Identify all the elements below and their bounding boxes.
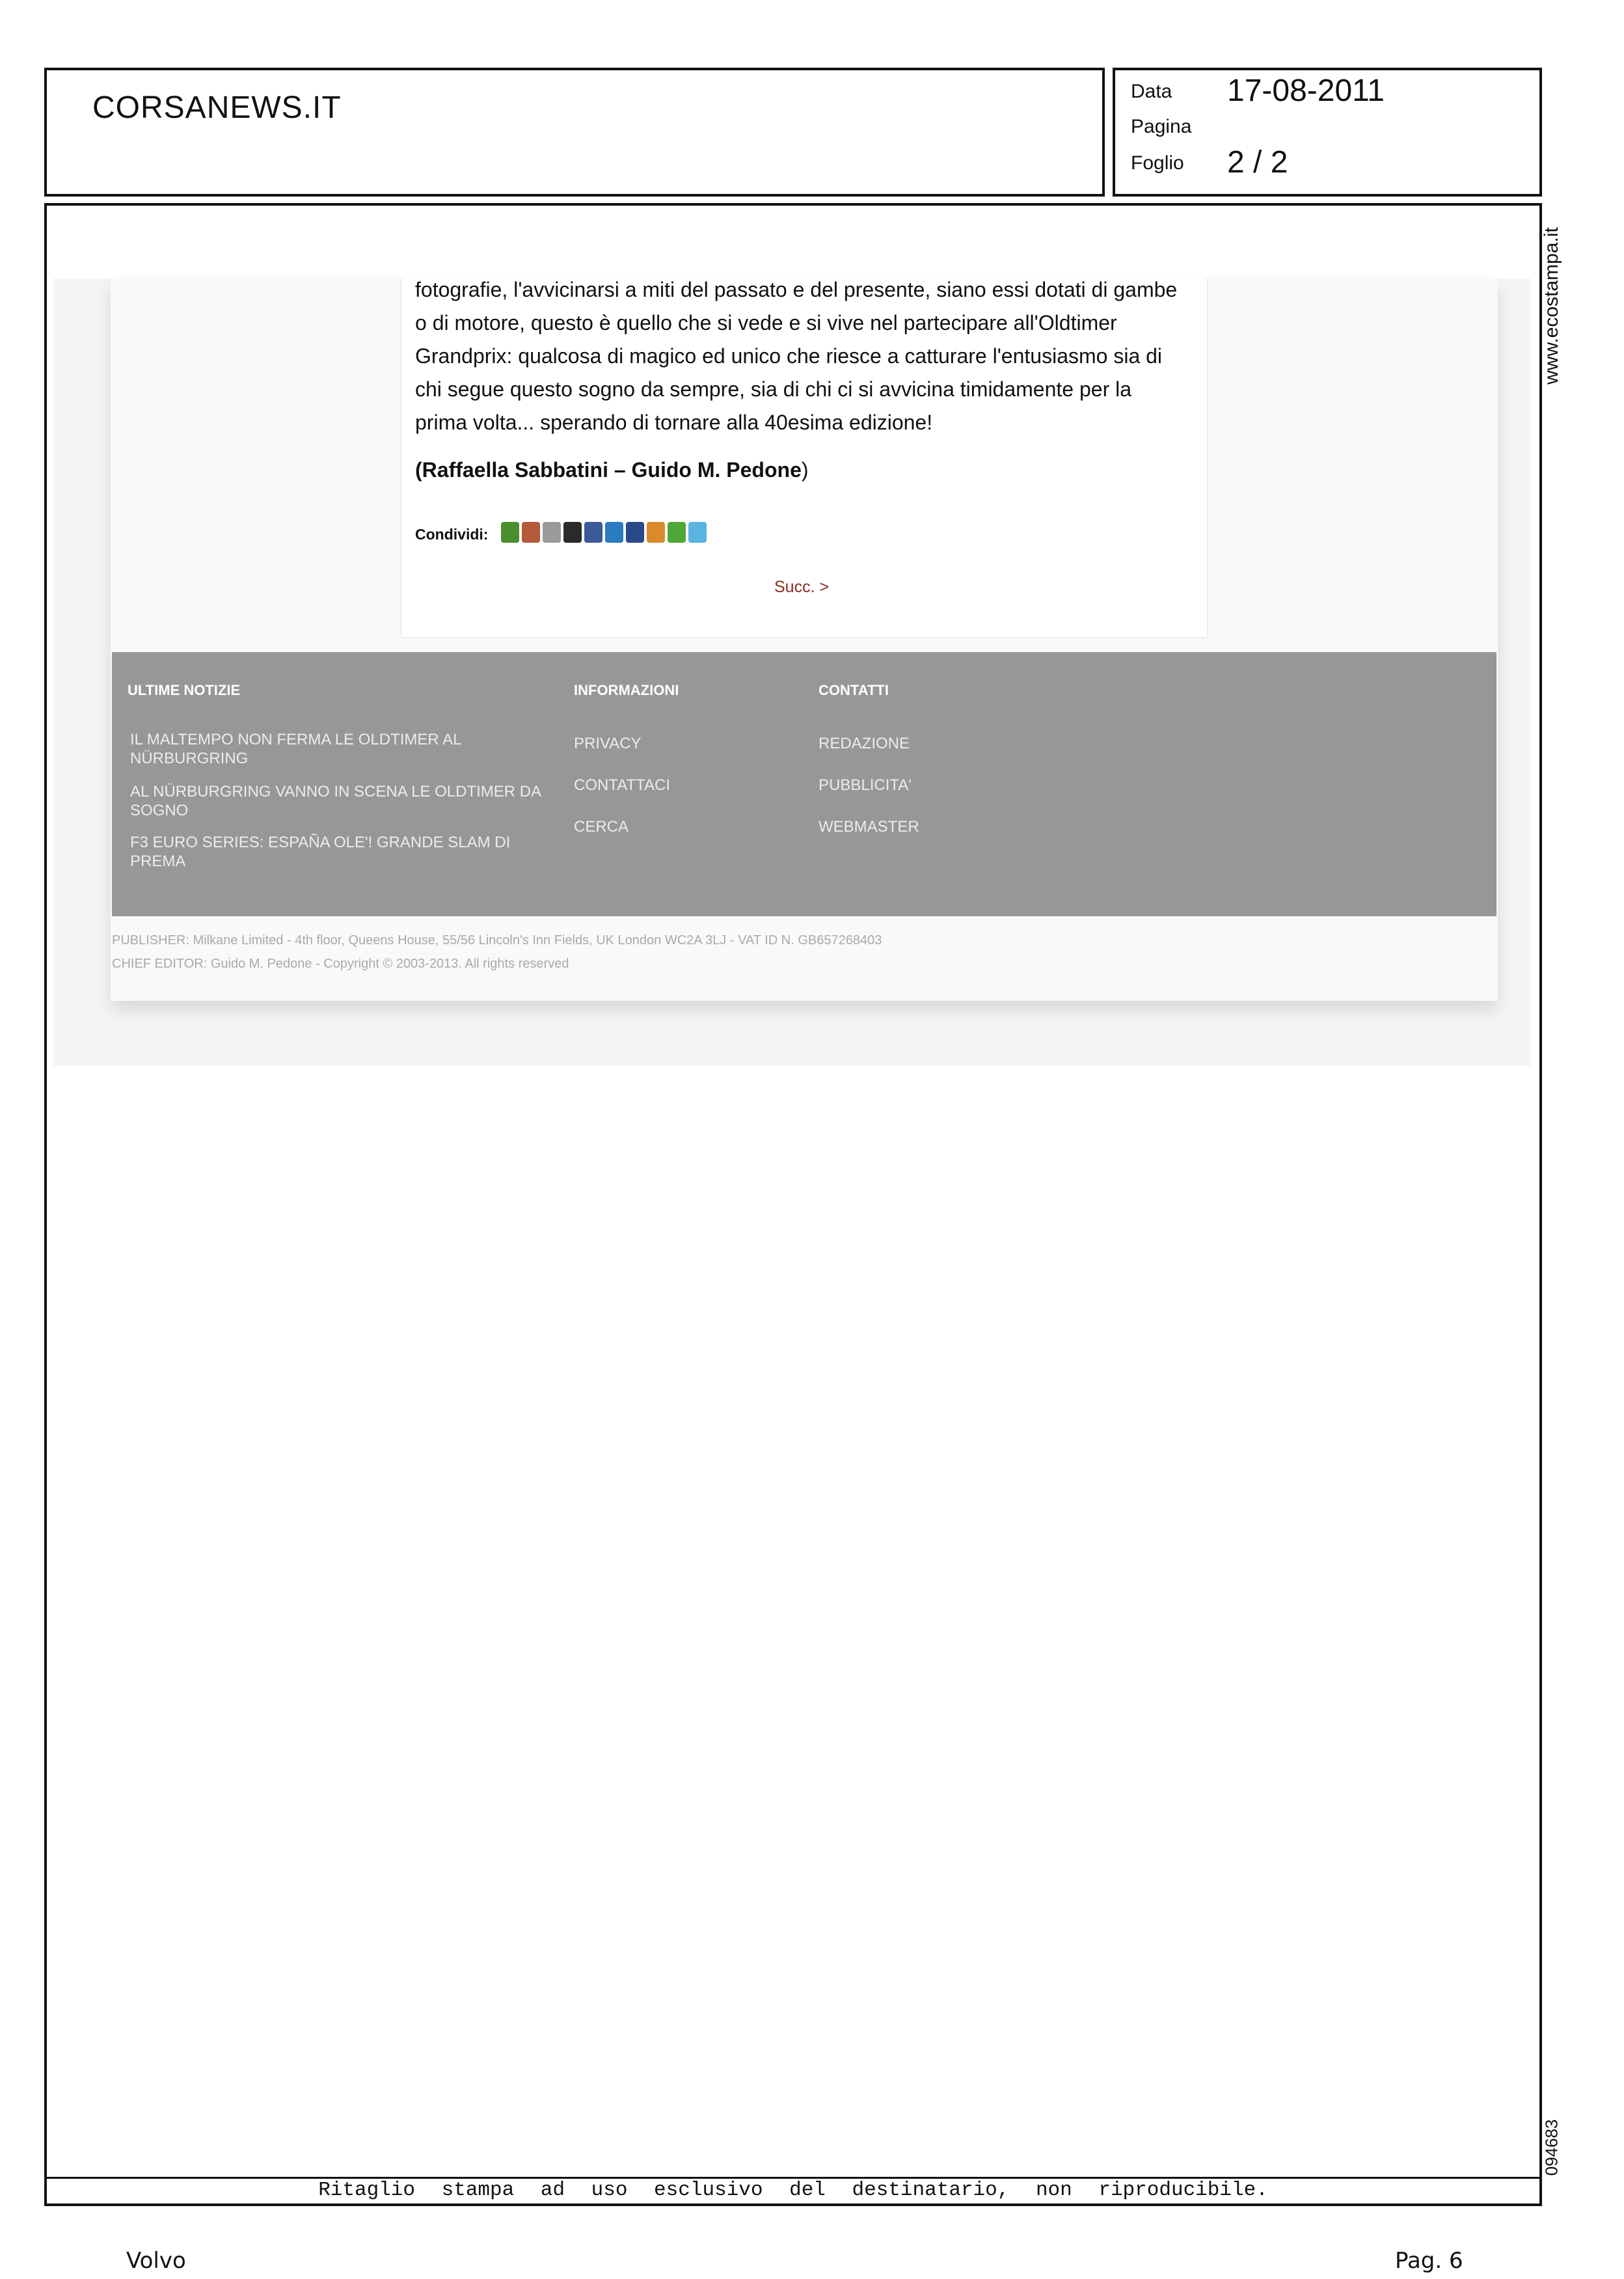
twitter-icon[interactable] (688, 522, 707, 543)
latest-news-heading: ULTIME NOTIZIE (128, 682, 241, 698)
editor-credit: CHIEF EDITOR: Guido M. Pedone - Copyright © 2003-2013. All rights reserved (112, 957, 569, 971)
article-byline (415, 458, 809, 482)
usage-notice: Ritaglio stampa ad uso esclusivo del destinatario, non riproducibile. (318, 2179, 1268, 2202)
sheet-value: 2 / 2 (1227, 145, 1288, 180)
date-label: Data (1131, 81, 1172, 102)
google-bookmark-icon[interactable] (501, 522, 519, 543)
webmaster-link[interactable]: WEBMASTER (819, 818, 919, 836)
side-code-text: 094683 (1541, 2119, 1562, 2176)
client-name: Volvo (126, 2248, 186, 2274)
reddit-icon[interactable] (522, 522, 540, 543)
page-number: Pag. 6 (1395, 2248, 1463, 2274)
news-link[interactable]: AL NÜRBURGRING VANNO IN SCENA LE OLDTIMER DA SOGNO (130, 783, 541, 819)
technorati-icon[interactable] (668, 522, 686, 543)
advertising-link[interactable]: PUBBLICITA' (819, 776, 912, 794)
share-icons (501, 522, 707, 543)
myspace-icon[interactable] (626, 522, 644, 543)
article-line: Grandprix: qualcosa di magico ed unico che riesce a catturare l'entusiasmo sia di (415, 344, 1163, 368)
publication-box (44, 68, 1105, 197)
linkedin-icon[interactable] (605, 522, 623, 543)
date-value: 17-08-2011 (1227, 74, 1385, 108)
byline-authors: (Raffaella Sabbatini – Guido M. Pedone (415, 458, 802, 482)
news-link[interactable]: IL MALTEMPO NON FERMA LE OLDTIMER AL NÜRBURGRING (130, 731, 461, 767)
side-code (1532, 2108, 1571, 2187)
digg-icon[interactable] (543, 522, 561, 543)
article-line: o di motore, questo è quello che si vede e si vive nel partecipare all'Oldtimer (415, 311, 1117, 334)
sheet-label: Foglio (1131, 152, 1184, 174)
privacy-link[interactable]: PRIVACY (574, 735, 642, 752)
article-line: prima volta... sperando di tornare alla 40esima edizione! (415, 411, 933, 434)
article-line: chi segue questo sogno da sempre, sia di chi ci si avvicina timidamente per la (415, 377, 1132, 401)
page-label: Pagina (1131, 116, 1192, 137)
contact-us-link[interactable]: CONTATTACI (574, 776, 670, 794)
live-icon[interactable] (647, 522, 665, 543)
facebook-icon[interactable] (584, 522, 602, 543)
publication-name: CORSANEWS.IT (92, 90, 342, 125)
share-label: Condividi: (415, 526, 489, 543)
side-url-text: www.ecostampa.it (1541, 227, 1562, 385)
article-line: fotografie, l'avvicinarsi a miti del passato e del presente, siano essi dotati di gambe (415, 278, 1178, 301)
side-url (1532, 221, 1571, 390)
next-article-link[interactable]: Succ. > (774, 578, 830, 596)
byline-close: ) (801, 458, 809, 482)
editorial-link[interactable]: REDAZIONE (819, 735, 910, 752)
article-body (415, 273, 1196, 439)
contacts-heading: CONTATTI (819, 682, 889, 698)
news-link[interactable]: F3 EURO SERIES: ESPAÑA OLE'! GRANDE SLAM DI PREMA (130, 834, 511, 870)
delicious-icon[interactable] (563, 522, 582, 543)
publisher-credit: PUBLISHER: Milkane Limited - 4th floor, Queens House, 55/56 Lincoln's Inn Fields, UK London WC2A 3LJ - VAT ID N. GB657268403 (112, 933, 882, 948)
information-heading: INFORMAZIONI (574, 682, 679, 698)
search-link[interactable]: CERCA (574, 818, 629, 836)
